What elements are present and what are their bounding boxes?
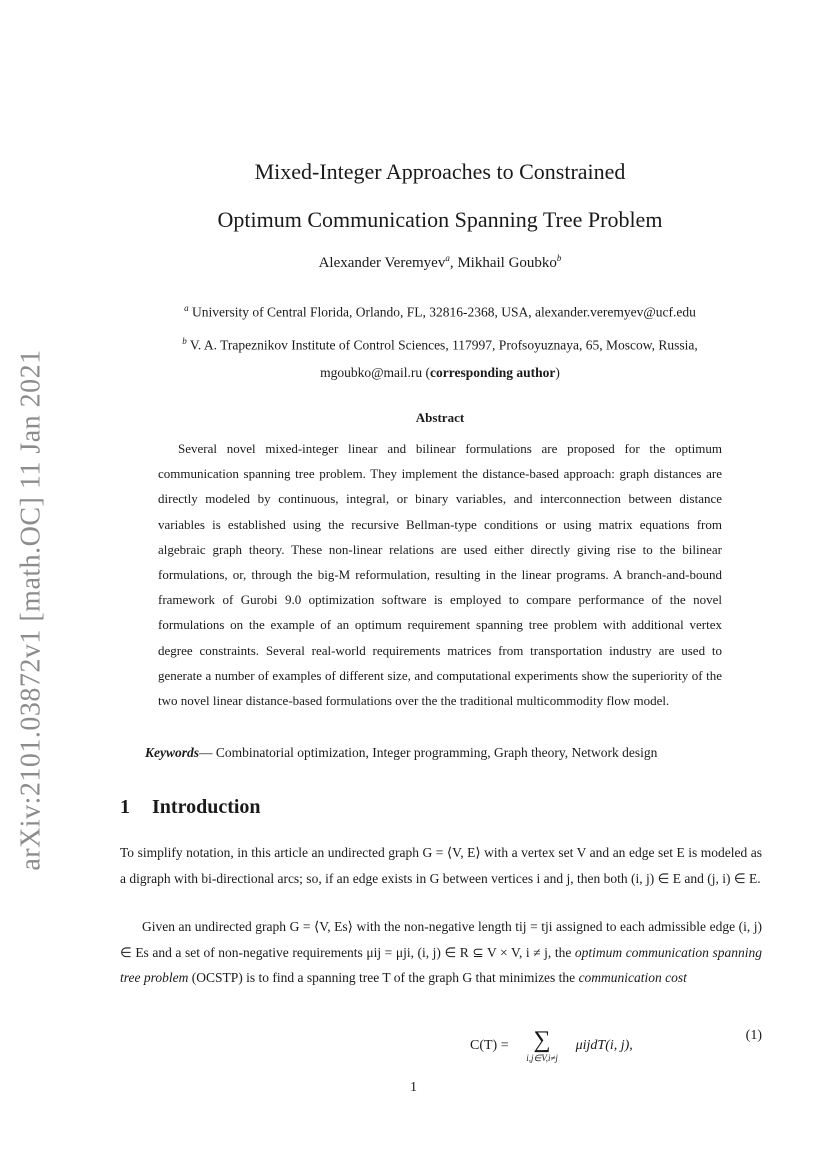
affiliation-text: V. A. Trapeznikov Institute of Control Sciences, 117997, Profsoyuznaya, 65, Moscow, Russia, <box>189 337 698 352</box>
sum-symbol: ∑ <box>533 1027 551 1053</box>
abstract-text: Several novel mixed-integer linear and bilinear formulations are proposed for the optimum communication spanning tree problem. They implement the distance-based approach: graph distances are directly modeled by continuous, integral, or binary variables, and interconnection between distance variables is established using the recursive Bellman-type conditions or using matrix equations from algebraic graph theory. These non-linear relations are used either directly giving rise to the bilinear formulations, or, through the big-M reformulation, resulting in the linear programs. A branch-and-bound framework of Gurobi 9.0 optimization software is employed to compare performance of the novel formulations on the example of an optimum requirement spanning tree problem with additional vertex degree constraints. Several real-world requirements matrices from transportation industry are used to generate a number of examples of different size, and computational experiments show the superiority of the two novel linear distance-based formulations over the the traditional multicommodity flow model. <box>158 441 722 709</box>
affiliation-mark: a <box>184 303 189 313</box>
section-number: 1 <box>120 796 130 818</box>
equation-lhs: C(T) = <box>470 1038 509 1054</box>
author-name: Alexander Veremyev <box>318 255 446 271</box>
affiliations <box>120 294 760 387</box>
title-line-1: Mixed-Integer Approaches to Constrained <box>254 159 626 184</box>
author-mark: a <box>445 253 450 263</box>
arxiv-id: arXiv:2101.03872v1 [math.OC] 11 Jan 2021 <box>16 349 48 871</box>
affiliation-mark: b <box>182 335 187 346</box>
title-line-2: Optimum Communication Spanning Tree Problem <box>217 207 663 232</box>
summation <box>512 1028 572 1064</box>
paper-title <box>120 148 760 244</box>
equation-1 <box>120 1022 762 1066</box>
paren-open: ( <box>425 365 431 380</box>
page-number: 1 <box>410 1080 417 1095</box>
equation-rhs: μijdT(i, j), <box>575 1038 633 1054</box>
keywords-text: — Combinatorial optimization, Integer programming, Graph theory, Network design <box>199 745 658 760</box>
equation-number: (1) <box>745 1028 762 1043</box>
corresponding-author-note: corresponding author <box>430 365 556 380</box>
author-mark: b <box>556 253 562 263</box>
paragraph-2-text-a: Given an undirected graph G = ⟨V, Es⟩ with the non-negative length tij = tji assigned to each admissible edge (i, j) ∈ Es and a set of non-negative requirements μij = μji, (i, j) ∈ R ⊆ V × V, i ≠ j, the <box>120 919 762 960</box>
affiliation-b-email-line <box>120 359 760 387</box>
keywords-label: Keywords <box>145 745 199 760</box>
affiliation-a <box>120 294 760 327</box>
equation-body <box>470 1028 633 1064</box>
author-list: Alexander Veremyev$^a$, Mikhail Goubko$^b$ <box>318 253 562 271</box>
sum-index: i,j∈V,i≠j <box>526 1053 558 1063</box>
defined-term: optimum communication spanning tree problem <box>120 944 762 986</box>
paragraph-1: To simplify notation, in this article an undirected graph G = ⟨V, E⟩ with a vertex set V and an edge set E is modeled as a digraph with bi-directional arcs; so, if an edge exists in G between vertices i and j, then both (i, j) ∈ E and (j, i) ∈ E. <box>120 845 762 886</box>
arxiv-stamp <box>12 350 52 870</box>
author-name: Mikhail Goubko <box>457 255 557 271</box>
paragraph-2-text-b: (OCSTP) is to find a spanning tree T of the graph G that minimizes the <box>188 970 579 986</box>
paren-close: ) <box>555 365 560 380</box>
corresponding-email: mgoubko@mail.ru <box>320 365 423 380</box>
section-heading <box>120 796 261 819</box>
keywords <box>145 745 735 761</box>
defined-term-2: communication cost <box>578 970 687 986</box>
section-title: Introduction <box>152 796 261 818</box>
paragraph-2 <box>120 914 762 991</box>
affiliation-b <box>120 327 760 360</box>
affiliation-text: University of Central Florida, Orlando, FL, 32816-2368, USA, alexander.veremyev@ucf.edu <box>191 304 696 320</box>
abstract-heading: Abstract <box>415 410 465 425</box>
